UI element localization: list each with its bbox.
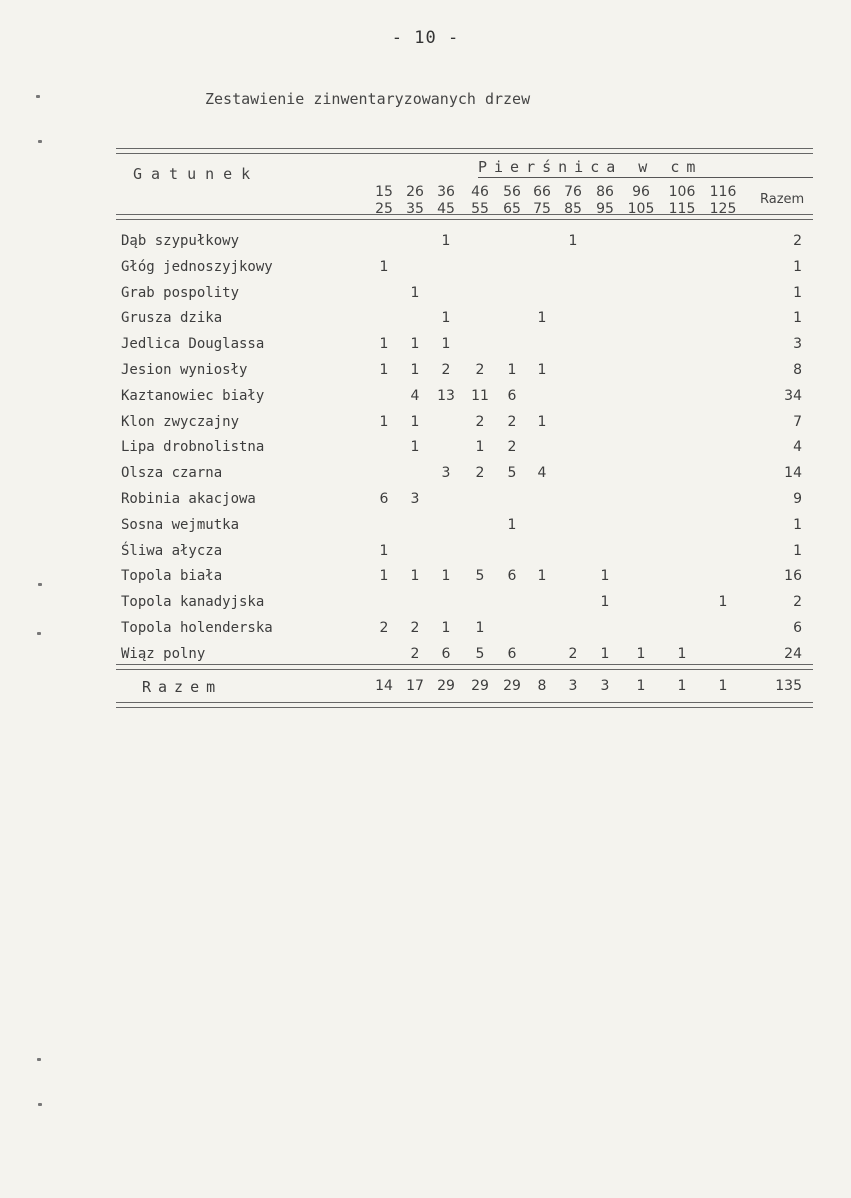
count-cell: 6 [379, 491, 389, 507]
margin-mark [38, 140, 42, 143]
diameter-range-header [587, 184, 623, 218]
count-cell: 1 [507, 362, 517, 378]
row-total: 9 [793, 491, 802, 507]
count-cell: 2 [379, 620, 389, 636]
species-name: Topola biała [121, 568, 223, 585]
row-total: 4 [793, 439, 802, 456]
count-cell: 1 [475, 620, 485, 636]
species-name: Jedlica Douglassa [121, 336, 265, 353]
diameter-header: Pierśnica w cm [478, 158, 703, 176]
count-cell: 11 [471, 387, 489, 404]
count-cell: 1 [410, 413, 420, 430]
row-total: 1 [793, 258, 802, 275]
summary-bottom-rule [116, 702, 813, 708]
range-to: 85 [564, 201, 582, 217]
summary-total: 135 [775, 678, 802, 694]
range-from: 66 [533, 184, 551, 200]
page-number: - 10 - [391, 28, 460, 48]
row-total: 1 [793, 284, 802, 301]
species-name: Jesion wyniosły [121, 362, 248, 378]
document-title: Zestawienie zinwentaryzowanych drzew [205, 90, 531, 108]
species-name: Grab pospolity [121, 284, 240, 301]
count-cell: 2 [507, 439, 517, 456]
count-cell: 6 [507, 387, 517, 404]
count-cell: 13 [437, 387, 455, 404]
count-cell: 1 [568, 233, 578, 249]
species-name: Topola kanadyjska [121, 594, 265, 611]
range-to: 55 [471, 201, 489, 217]
summary-cell: 3 [568, 678, 578, 694]
species-name: Klon zwyczajny [121, 413, 240, 430]
row-total: 1 [793, 310, 802, 327]
count-cell: 1 [410, 284, 420, 301]
species-name: Topola holenderska [121, 620, 273, 636]
diameter-range-header [705, 184, 741, 218]
range-from: 96 [632, 184, 650, 200]
count-cell: 1 [537, 568, 547, 585]
count-cell: 1 [379, 336, 389, 353]
count-cell: 2 [568, 645, 578, 662]
species-name: Głóg jednoszyjkowy [121, 258, 273, 275]
species-name: Sosna wejmutka [121, 516, 240, 533]
range-to: 25 [375, 201, 393, 217]
count-cell: 6 [507, 645, 517, 662]
count-cell: 5 [475, 645, 485, 662]
summary-top-rule [116, 664, 813, 670]
count-cell: 3 [410, 491, 420, 507]
range-to: 125 [709, 201, 737, 217]
count-cell: 1 [379, 258, 389, 275]
count-cell: 1 [718, 594, 728, 611]
count-cell: 1 [410, 439, 420, 456]
range-to: 45 [437, 201, 455, 217]
count-cell: 6 [507, 568, 517, 585]
range-to: 65 [503, 201, 521, 217]
count-cell: 1 [379, 568, 389, 585]
range-from: 26 [406, 184, 424, 200]
count-cell: 1 [507, 516, 517, 533]
count-cell: 5 [475, 568, 485, 585]
count-cell: 1 [379, 362, 389, 378]
count-cell: 1 [441, 336, 451, 353]
species-name: Olsza czarna [121, 465, 223, 482]
range-to: 75 [533, 201, 551, 217]
count-cell: 1 [636, 645, 646, 662]
count-cell: 2 [441, 362, 451, 378]
species-header: Gatunek [133, 165, 260, 183]
row-total: 3 [793, 336, 802, 353]
diameter-range-header [462, 184, 498, 218]
range-from: 46 [471, 184, 489, 200]
species-name: Lipa drobnolistna [121, 439, 265, 456]
summary-label: Razem [142, 678, 223, 696]
margin-mark [36, 95, 40, 98]
table-top-rule [116, 148, 813, 154]
count-cell: 1 [410, 568, 420, 585]
count-cell: 6 [441, 645, 451, 662]
species-name: Grusza dzika [121, 310, 223, 327]
summary-cell: 1 [677, 678, 687, 694]
summary-cell: 29 [471, 678, 489, 694]
summary-cell: 1 [636, 678, 646, 694]
row-total: 24 [784, 645, 802, 662]
range-from: 15 [375, 184, 393, 200]
count-cell: 3 [441, 465, 451, 482]
range-from: 36 [437, 184, 455, 200]
diameter-range-header [428, 184, 464, 218]
margin-mark [38, 1103, 42, 1106]
count-cell: 4 [410, 387, 420, 404]
count-cell: 1 [537, 362, 547, 378]
count-cell: 1 [441, 310, 451, 327]
range-from: 86 [596, 184, 614, 200]
summary-cell: 1 [718, 678, 728, 694]
count-cell: 1 [537, 413, 547, 430]
count-cell: 1 [379, 542, 389, 559]
species-name: Robinia akacjowa [121, 491, 256, 507]
row-total: 14 [784, 465, 802, 482]
summary-cell: 8 [537, 678, 547, 694]
header-bottom-rule [116, 214, 813, 220]
count-cell: 2 [475, 413, 485, 430]
summary-cell: 14 [375, 678, 393, 694]
count-cell: 2 [507, 413, 517, 430]
margin-mark [37, 632, 41, 635]
range-to: 115 [668, 201, 696, 217]
total-header: Razem [760, 192, 805, 207]
count-cell: 2 [475, 465, 485, 482]
species-name: Kaztanowiec biały [121, 387, 265, 404]
range-from: 106 [668, 184, 696, 200]
count-cell: 1 [600, 568, 610, 585]
range-from: 56 [503, 184, 521, 200]
range-to: 95 [596, 201, 614, 217]
row-total: 1 [793, 542, 802, 559]
range-from: 116 [709, 184, 737, 200]
range-from: 76 [564, 184, 582, 200]
margin-mark [38, 583, 42, 586]
species-name: Dąb szypułkowy [121, 233, 240, 249]
count-cell: 1 [441, 620, 451, 636]
row-total: 2 [793, 594, 802, 611]
count-cell: 2 [410, 645, 420, 662]
count-cell: 1 [600, 645, 610, 662]
species-name: Wiąz polny [121, 645, 206, 662]
count-cell: 1 [410, 336, 420, 353]
row-total: 6 [793, 620, 802, 636]
range-to: 35 [406, 201, 424, 217]
margin-mark [37, 1058, 41, 1061]
count-cell: 5 [507, 465, 517, 482]
summary-cell: 3 [600, 678, 610, 694]
diameter-range-header [555, 184, 591, 218]
count-cell: 1 [600, 594, 610, 611]
count-cell: 1 [677, 645, 687, 662]
count-cell: 1 [441, 568, 451, 585]
count-cell: 1 [379, 413, 389, 430]
summary-cell: 17 [406, 678, 424, 694]
count-cell: 1 [410, 362, 420, 378]
count-cell: 2 [410, 620, 420, 636]
row-total: 2 [793, 233, 802, 249]
count-cell: 1 [537, 310, 547, 327]
row-total: 16 [784, 568, 802, 585]
species-name: Śliwa ałycza [121, 542, 223, 559]
count-cell: 1 [441, 233, 451, 249]
diameter-header-underline [478, 177, 813, 178]
summary-cell: 29 [437, 678, 455, 694]
count-cell: 2 [475, 362, 485, 378]
count-cell: 1 [475, 439, 485, 456]
row-total: 34 [784, 387, 802, 404]
diameter-range-header [623, 184, 659, 218]
row-total: 8 [793, 362, 802, 378]
row-total: 1 [793, 516, 802, 533]
row-total: 7 [793, 413, 802, 430]
count-cell: 4 [537, 465, 547, 482]
diameter-range-header [664, 184, 700, 218]
range-to: 105 [627, 201, 655, 217]
summary-cell: 29 [503, 678, 521, 694]
